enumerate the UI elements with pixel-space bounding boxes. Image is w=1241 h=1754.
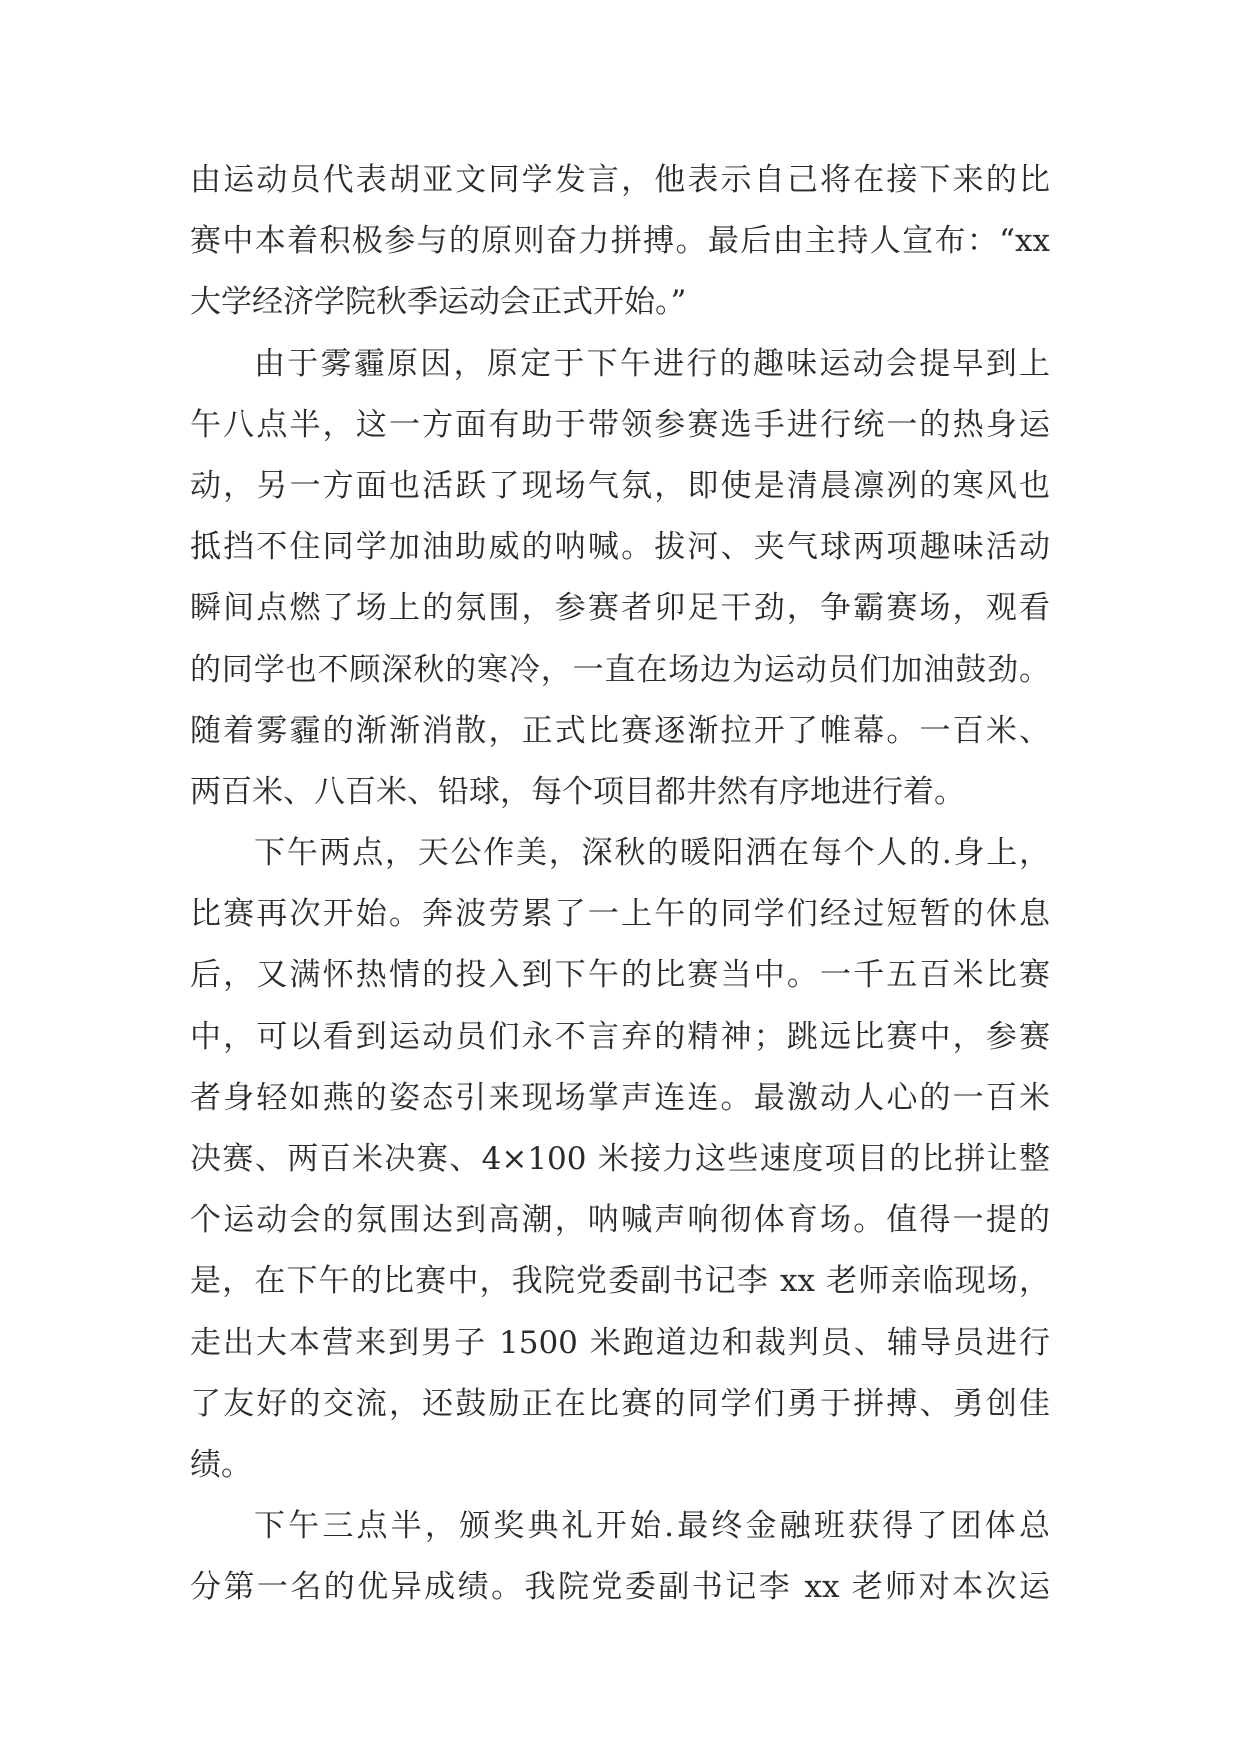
- text-line: 绩。: [190, 1446, 252, 1483]
- text-line: 比赛再次开始。奔波劳累了一上午的同学们经过短暂的休息: [190, 896, 1050, 933]
- document-page: [190, 150, 1050, 1619]
- text-line: 由运动员代表胡亚文同学发言，他表示自己将在接下来的比: [190, 162, 1050, 198]
- text-line: 瞬间点燃了场上的氛围，参赛者卯足干劲，争霸赛场，观看: [190, 590, 1050, 627]
- text-line: 大学经济学院秋季运动会正式开始。”: [190, 284, 687, 321]
- text-line: 动，另一方面也活跃了现场气氛，即使是清晨凛冽的寒风也: [190, 467, 1050, 504]
- text-line: 随着雾霾的渐渐消散，正式比赛逐渐拉开了帷幕。一百米、: [190, 712, 1050, 749]
- text-line: 由于雾霾原因，原定于下午进行的趣味运动会提早到上: [254, 345, 1050, 382]
- text-line: 的同学也不顾深秋的寒冷，一直在场边为运动员们加油鼓劲。: [190, 651, 1050, 688]
- text-line: 者身轻如燕的姿态引来现场掌声连连。最激动人心的一百米: [190, 1079, 1050, 1116]
- text-line: 了友好的交流，还鼓励正在比赛的同学们勇于拼搏、勇创佳: [190, 1385, 1050, 1422]
- text-line: 走出大本营来到男子 1500 米跑道边和裁判员、辅导员进行: [190, 1324, 1050, 1361]
- text-line: 两百米、八百米、铅球，每个项目都井然有序地进行着。: [190, 773, 965, 810]
- paragraph-morning-events: [190, 334, 1050, 824]
- text-line: 后，又满怀热情的投入到下午的比赛当中。一千五百米比赛: [190, 957, 1050, 994]
- paragraph-award-ceremony: [190, 1496, 1050, 1618]
- paragraph-opening-speech: [190, 150, 1050, 334]
- text-line: 赛中本着积极参与的原则奋力拼搏。最后由主持人宣布：“xx: [190, 223, 1050, 260]
- text-line: 午八点半，这一方面有助于带领参赛选手进行统一的热身运: [190, 406, 1050, 443]
- paragraph-afternoon-events: [190, 823, 1050, 1496]
- text-line: 下午两点，天公作美，深秋的暖阳洒在每个人的.身上，: [254, 835, 1050, 872]
- text-line: 中，可以看到运动员们永不言弃的精神；跳远比赛中，参赛: [190, 1018, 1050, 1055]
- text-line: 抵挡不住同学加油助威的呐喊。拔河、夹气球两项趣味活动: [190, 529, 1050, 566]
- text-line: 下午三点半，颁奖典礼开始.最终金融班获得了团体总: [254, 1508, 1050, 1545]
- text-line: 分第一名的优异成绩。我院党委副书记李 xx 老师对本次运: [190, 1569, 1050, 1606]
- text-line: 个运动会的氛围达到高潮，呐喊声响彻体育场。值得一提的: [190, 1202, 1050, 1239]
- text-line: 是，在下午的比赛中，我院党委副书记李 xx 老师亲临现场，: [190, 1263, 1050, 1300]
- text-line: 决赛、两百米决赛、4×100 米接力这些速度项目的比拼让整: [190, 1141, 1050, 1177]
